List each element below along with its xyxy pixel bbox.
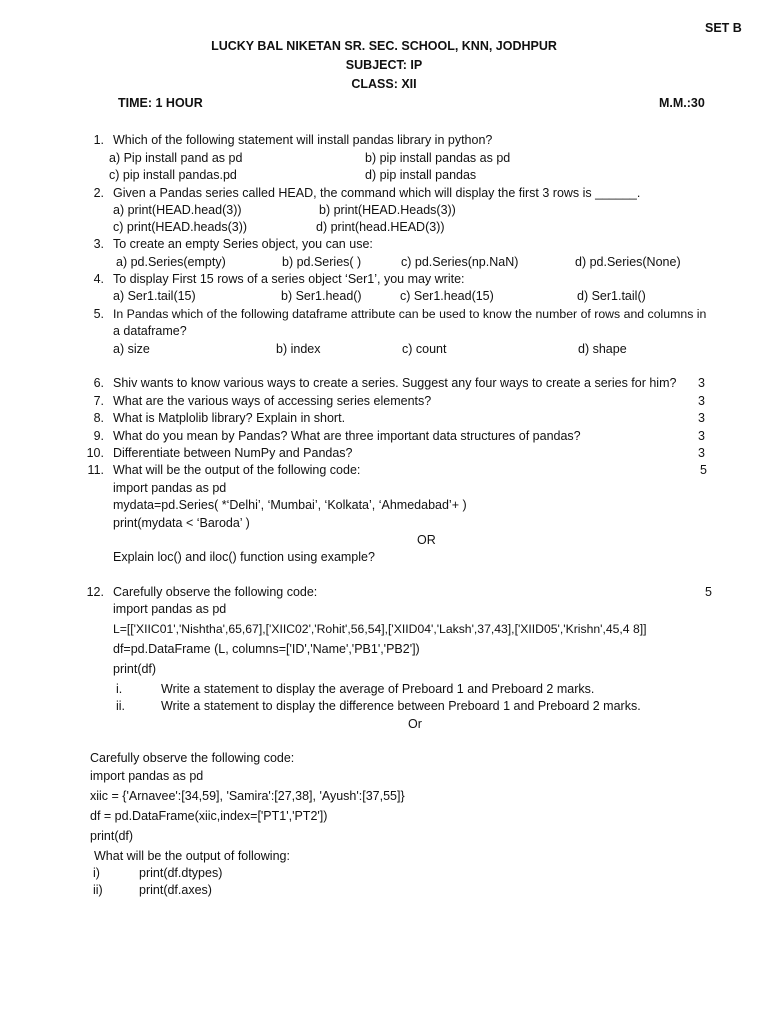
question-text: What will be the output of following: (94, 849, 290, 863)
question-text-continued: a dataframe? (113, 324, 187, 338)
part-number: i) (93, 866, 100, 880)
part-text: Write a statement to display the difference between Preboard 1 and Preboard 2 marks. (161, 699, 641, 713)
question-number: 5. (93, 307, 104, 321)
question-number: 6. (93, 376, 104, 390)
class-line: CLASS: XII (351, 77, 417, 91)
option: c) count (402, 342, 447, 356)
question-number: 7. (93, 394, 104, 408)
question-text: Explain loc() and iloc() function using example? (113, 550, 375, 564)
part-number: ii. (116, 699, 126, 713)
question-text: Shiv wants to know various ways to create a series. Suggest any four ways to create a series for him? (113, 376, 677, 390)
code-line: import pandas as pd (90, 769, 204, 783)
option: b) pd.Series( ) (282, 255, 362, 269)
part-number: ii) (93, 883, 103, 897)
marks: 5 (700, 463, 707, 477)
option: b) Ser1.head() (281, 289, 362, 303)
code-line: import pandas as pd (113, 481, 227, 495)
question-number: 10. (86, 446, 104, 460)
question-number: 8. (93, 411, 104, 425)
part-text: print(df.dtypes) (139, 866, 223, 880)
option: d) pd.Series(None) (575, 255, 681, 269)
code-line: import pandas as pd (113, 602, 227, 616)
or-separator: Or (408, 717, 422, 731)
question-number: 3. (93, 237, 104, 251)
option: b) print(HEAD.Heads(3)) (319, 203, 456, 217)
option: a) pd.Series(empty) (116, 255, 226, 269)
question-text: What are the various ways of accessing series elements? (113, 394, 432, 408)
question-text: Carefully observe the following code: (90, 751, 295, 765)
marks: 3 (698, 411, 705, 425)
or-separator: OR (417, 533, 436, 547)
question-text: Differentiate between NumPy and Pandas? (113, 446, 353, 460)
code-line: print(mydata < ‘Baroda’ ) (113, 516, 250, 530)
school-name: LUCKY BAL NIKETAN SR. SEC. SCHOOL, KNN, JODHPUR (211, 39, 557, 53)
question-text: What do you mean by Pandas? What are three important data structures of pandas? (113, 429, 581, 443)
question-text: What will be the output of the following code: (113, 463, 361, 477)
code-line: print(df) (90, 829, 134, 843)
option: b) pip install pandas as pd (365, 151, 511, 165)
option: c) Ser1.head(15) (400, 289, 494, 303)
option: c) pip install pandas.pd (109, 168, 237, 182)
marks: 3 (698, 376, 705, 390)
question-number: 12. (86, 585, 104, 599)
code-line: df=pd.DataFrame (L, columns=['ID','Name','PB1','PB2']) (113, 642, 420, 656)
question-text: In Pandas which of the following dataframe attribute can be used to know the number of rows and columns in (113, 307, 707, 321)
question-number: 4. (93, 272, 104, 286)
question-text: Given a Pandas series called HEAD, the command which will display the first 3 rows is ______. (113, 186, 641, 200)
question-number: 11. (87, 463, 104, 477)
option: d) pip install pandas (365, 168, 477, 182)
marks: 5 (705, 585, 712, 599)
question-number: 1. (93, 133, 104, 147)
option: d) print(head.HEAD(3)) (316, 220, 445, 234)
code-line: print(df) (113, 662, 157, 676)
part-text: Write a statement to display the average of Preboard 1 and Preboard 2 marks. (161, 682, 595, 696)
option: b) index (276, 342, 321, 356)
option: a) size (113, 342, 150, 356)
question-text: Carefully observe the following code: (113, 585, 318, 599)
option: d) Ser1.tail() (577, 289, 646, 303)
max-marks: M.M.:30 (659, 96, 705, 110)
part-text: print(df.axes) (139, 883, 212, 897)
option: c) print(HEAD.heads(3)) (113, 220, 248, 234)
marks: 3 (698, 429, 705, 443)
marks: 3 (698, 394, 705, 408)
option: a) Ser1.tail(15) (113, 289, 196, 303)
time-line: TIME: 1 HOUR (118, 96, 203, 110)
question-number: 9. (93, 429, 104, 443)
question-text: To create an empty Series object, you can use: (113, 237, 373, 251)
question-number: 2. (93, 186, 104, 200)
option: a) print(HEAD.head(3)) (113, 203, 242, 217)
subject-line: SUBJECT: IP (345, 58, 423, 72)
part-number: i. (116, 682, 123, 696)
question-text: Which of the following statement will install pandas library in python? (113, 133, 493, 147)
code-line: L=[['XIIC01','Nishtha',65,67],['XIIC02','Rohit',56,54],['XIID04','Laksh',37,43],['XIID05','Krishn',45,4 8]] (113, 622, 647, 636)
set-label: SET B (705, 21, 742, 35)
marks: 3 (698, 446, 705, 460)
code-line: df = pd.DataFrame(xiic,index=['PT1','PT2']) (90, 809, 328, 823)
option: d) shape (578, 342, 627, 356)
option: c) pd.Series(np.NaN) (401, 255, 519, 269)
question-text: What is Matplolib library? Explain in short. (113, 411, 346, 425)
code-line: mydata=pd.Series( *‘Delhi’, ‘Mumbai’, ‘Kolkata’, ‘Ahmedabad’+ ) (113, 498, 467, 512)
option: a) Pip install pand as pd (109, 151, 243, 165)
question-text: To display First 15 rows of a series object ‘Ser1’, you may write: (113, 272, 465, 286)
code-line: xiic = {'Arnavee':[34,59], 'Samira':[27,38], 'Ayush':[37,55]} (90, 789, 405, 803)
